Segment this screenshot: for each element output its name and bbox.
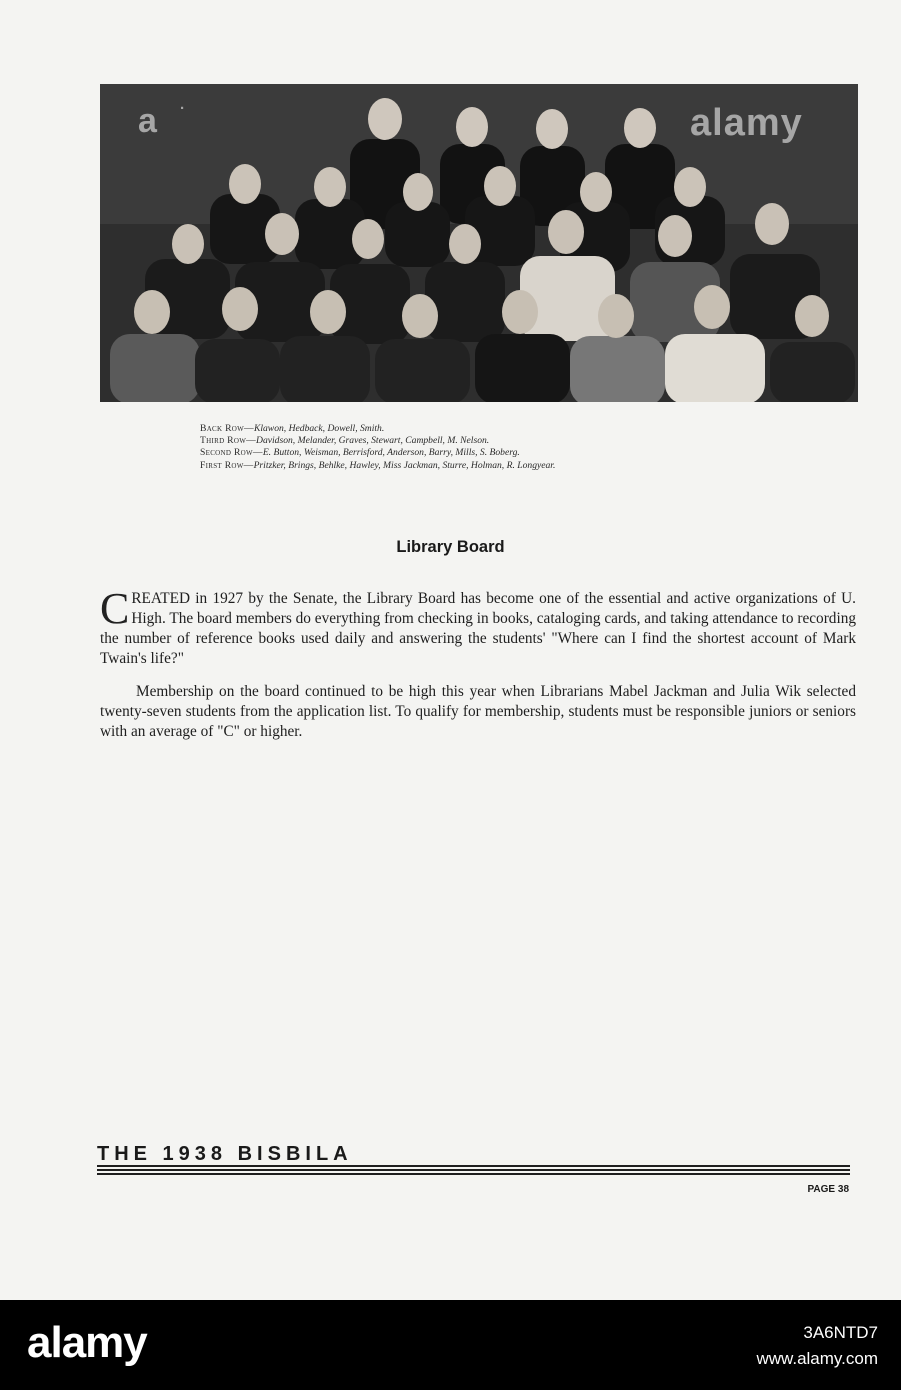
yearbook-title: THE 1938 BISBILA [97, 1143, 353, 1165]
page-number: PAGE 38 [807, 1184, 849, 1195]
site-url: www.alamy.com [756, 1349, 878, 1368]
alamy-logo: alamy [27, 1318, 147, 1367]
drop-cap: C [100, 584, 130, 633]
image-id: 3A6NTD7 [803, 1323, 878, 1342]
article-body [100, 584, 856, 742]
caption-row: First Row—Pritzker, Brings, Behlke, Hawley, Miss Jackman, Sturre, Holman, R. Longyear. [200, 459, 556, 471]
stock-image-info [756, 1320, 878, 1372]
paragraph-1: CREATED in 1927 by the Senate, the Library Board has become one of the essential and active organizations of U. High. The board members do everything from checking in books, cataloging cards, and taking attendance to recording the number of reference books used daily and answering the students' "Where can I find the shortest account of Mark Twain's life?" [100, 584, 856, 667]
caption-row: Third Row—Davidson, Melander, Graves, Stewart, Campbell, M. Nelson. [200, 435, 490, 447]
photo-caption [200, 423, 820, 472]
footer-rules [97, 1165, 850, 1177]
stock-photo-bar [0, 1300, 901, 1390]
paragraph-2: Membership on the board continued to be high this year when Librarians Mabel Jackman and Julia Wik selected twenty-seven students from the application list. To qualify for membership, students must be responsible juniors or seniors with an average of "C" or higher. [100, 683, 856, 740]
watermark-letter-left: a [138, 102, 158, 140]
caption-row: Back Row—Klawon, Hedback, Dowell, Smith. [200, 423, 385, 434]
article-heading: Library Board [396, 538, 505, 556]
caption-row: Second Row—E. Button, Weisman, Berrisford, Anderson, Barry, Mills, S. Boberg. [200, 447, 520, 459]
watermark-text: alamy [690, 102, 803, 144]
group-photo: a . alamy [100, 84, 858, 402]
